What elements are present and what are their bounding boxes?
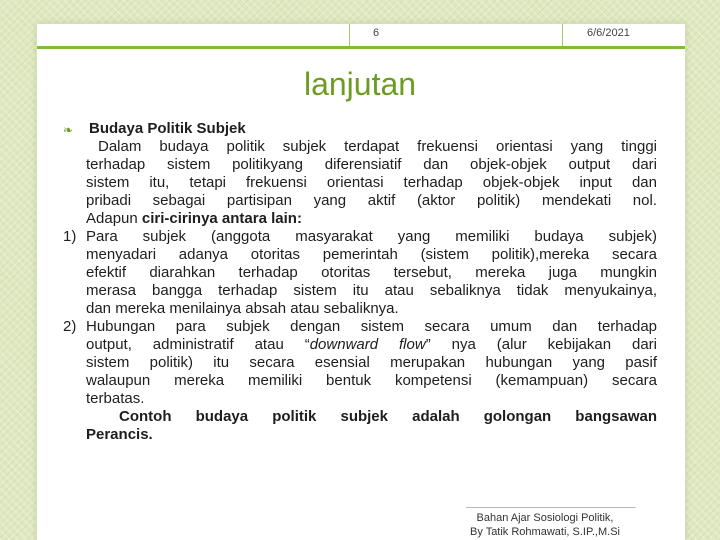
paragraph-line [86,210,657,228]
slide-title: lanjutan [303,66,417,102]
footer-line: By Tatik Rohmawati, S.IP.,M.Si [470,526,620,538]
list-item-line [86,336,657,354]
slide-body [63,120,657,444]
paragraph-line: sistem itu, tetapi frekuensi orientasi terhadap objek-objek input dan [86,174,657,191]
list-item-line: terbatas. [86,390,145,407]
paragraph-line: Dalam budaya politik subjek terdapat frekuensi orientasi yang tinggi [98,138,657,155]
footer-line: Bahan Ajar Sosiologi Politik, [476,512,614,524]
list-item-line: dan mereka menilainya absah atau sebaliknya. [86,300,399,317]
paragraph-bold-text: ciri-cirinya antara lain: [141,210,302,227]
example-line: Perancis. [86,426,153,443]
list-item-line: merasa bangga terhadap sistem itu atau sebaliknya tidak menyukainya, [86,282,657,299]
list-item-number: 1) [63,228,77,245]
list-item-text: ” nya (alur kebijakan dari [425,336,657,353]
list-item-line: Hubungan para subjek dengan sistem secara umum dan terhadap [86,318,657,335]
bullet-heading: Budaya Politik Subjek [89,120,246,137]
list-item-line: walaupun mereka memiliki bentuk kompetensi (kemampuan) secara [86,372,657,389]
slide-number: 6 [373,27,380,39]
list-item-line: Para subjek (anggota masyarakat yang memiliki budaya subjek) [86,228,657,245]
list-item-text: output, administratif atau “ [86,336,310,353]
paragraph-line: terhadap sistem politikyang diferensiatif dan objek-objek output dari [86,156,657,173]
header-divider [349,24,350,46]
list-item-italic-text: downward flow [309,336,426,353]
list-item [63,228,657,318]
bullet-paragraph [63,138,657,228]
slide-date: 6/6/2021 [587,27,630,39]
example-line: Contoh budaya politik subjek adalah golongan bangsawan [119,408,657,425]
list-item-number: 2) [63,318,77,335]
paragraph-text: Adapun [86,210,142,227]
header-divider [562,24,563,46]
bullet-heading-row [63,120,657,138]
footer-rule [466,507,636,508]
list-item-line: efektif diarahkan terhadap otoritas tersebut, mereka juga mungkin [86,264,657,281]
list-item [63,318,657,408]
example-paragraph [63,408,657,444]
list-item-line: sistem politik) itu secara esensial merupakan hubungan yang pasif [86,354,657,371]
header-accent-bar [37,46,685,49]
slide-footer [450,511,640,539]
list-item-line: menyadari adanya otoritas pemerintah (sistem politik),mereka secara [86,246,657,263]
paragraph-line: pribadi sebagai partisipan yang aktif (aktor politik) mendekati nol. [86,192,657,209]
fern-bullet-icon: ❧ [63,123,74,137]
